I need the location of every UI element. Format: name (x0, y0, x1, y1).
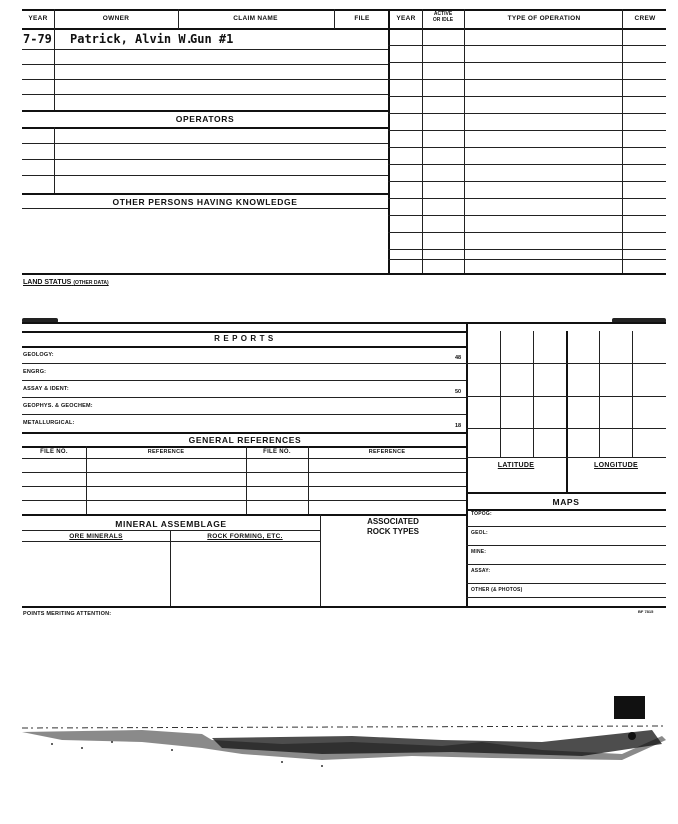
grid-col (599, 331, 600, 457)
owner-col-div (54, 28, 55, 110)
report-metallurgical: METALLURGICAL: (23, 420, 75, 426)
maps-geol: GEOL: (471, 530, 488, 536)
ref-reference-2: REFERENCE (368, 449, 406, 455)
report-row-line (22, 380, 466, 381)
ref-reference-1: REFERENCE (147, 449, 185, 455)
maps-other: OTHER (& PHOTOS) (471, 587, 523, 593)
grid-row (466, 396, 666, 397)
col-year-2: YEAR (396, 15, 416, 22)
form-number: BF 7815 (638, 609, 654, 614)
ops-div-active (464, 28, 465, 274)
reports-title: R E P O R T S (214, 334, 274, 343)
other-persons-rule (22, 208, 388, 209)
top-rule (22, 9, 666, 11)
col-crew: CREW (634, 15, 656, 22)
ref-row-line (22, 472, 466, 473)
ops-row-line (388, 79, 666, 80)
ref-file-no-1: FILE NO. (40, 449, 68, 455)
col-file: FILE (354, 15, 370, 22)
col-claim-name: CLAIM NAME (233, 15, 278, 22)
hdr-div-5 (422, 9, 423, 29)
maps-header-rule (466, 509, 666, 511)
associated-rock-types (320, 517, 466, 537)
ops-row-line (388, 45, 666, 46)
mineral-top-rule (22, 514, 466, 516)
ref-col-div (308, 446, 309, 514)
other-persons-title: OTHER PERSONS HAVING KNOWLEDGE (112, 197, 298, 207)
maps-title: MAPS (552, 497, 580, 507)
col-idle-label: OR IDLE (432, 17, 454, 23)
maps-top-rule (466, 492, 666, 494)
maps-row-line (466, 583, 666, 584)
ops-row-line (388, 249, 666, 250)
hdr-div-1 (54, 9, 55, 29)
report-assay: ASSAY & IDENT: (23, 386, 69, 392)
ops-row-line (388, 113, 666, 114)
mineral-assemblage-title: MINERAL ASSEMBLAGE (115, 519, 227, 529)
mineral-col-div-2 (170, 530, 171, 606)
hdr-div-6 (464, 9, 465, 29)
ops-row-line (388, 259, 666, 260)
maps-row-line (466, 564, 666, 565)
ops-row-line (388, 164, 666, 165)
operator-row-line (22, 143, 388, 144)
mineral-bottom-rule (22, 606, 666, 608)
operator-row-line (22, 159, 388, 160)
ops-row-line (388, 96, 666, 97)
ops-div-year (422, 28, 423, 274)
scan-noise-band (22, 720, 666, 770)
ops-left-border (388, 28, 390, 274)
general-references-title: GENERAL REFERENCES (188, 435, 302, 445)
hdr-div-7 (622, 9, 623, 29)
report-geology-num: 48 (455, 355, 462, 361)
grid-col (632, 331, 633, 457)
report-metallurgical-num: 18 (455, 423, 462, 429)
maps-row-line (466, 526, 666, 527)
owner-row-line (22, 49, 388, 50)
rock-forming-label: ROCK FORMING, ETC. (207, 533, 283, 540)
ops-row-line (388, 130, 666, 131)
report-geology: GEOLOGY: (23, 352, 54, 358)
operators-top-rule (22, 110, 388, 112)
maps-mine: MINE: (471, 549, 487, 555)
grid-row (466, 428, 666, 429)
latitude-label: LATITUDE (497, 462, 535, 469)
entry-year: 7-79 (23, 32, 52, 46)
ref-row-line (22, 458, 466, 459)
grid-col (500, 331, 501, 457)
col-owner: OWNER (102, 15, 130, 22)
mineral-sub-rule (22, 530, 320, 531)
mineral-sub-rule-2 (22, 541, 320, 542)
grid-col (533, 331, 534, 457)
ref-file-no-2: FILE NO. (263, 449, 291, 455)
maps-row-line (466, 545, 666, 546)
ops-row-line (388, 198, 666, 199)
operator-col-div (54, 127, 55, 193)
entry-owner: Patrick, Alvin W. (70, 32, 193, 46)
other-persons-top-rule (22, 193, 388, 195)
mineral-col-div (320, 514, 321, 606)
ref-col-div (86, 446, 87, 514)
land-status-label (23, 279, 109, 286)
grid-row (466, 363, 666, 364)
col-active-idle (423, 11, 463, 23)
grid-row (466, 457, 666, 458)
reports-header-bottom (22, 346, 466, 348)
ore-minerals-label: ORE MINERALS (69, 533, 123, 540)
maps-assay: ASSAY: (471, 568, 491, 574)
longitude-label: LONGITUDE (594, 462, 638, 469)
owner-row-line (22, 64, 388, 65)
ops-row-line (388, 181, 666, 182)
report-engrg: ENGRG: (23, 369, 47, 375)
ref-row-line (22, 486, 466, 487)
report-row-line (22, 363, 466, 364)
ops-row-line (388, 62, 666, 63)
hdr-div-2 (178, 9, 179, 29)
col-type-of-operation: TYPE OF OPERATION (507, 15, 581, 22)
assoc-label-1: ASSOCIATED (367, 517, 419, 526)
reports-top-rule (22, 322, 666, 324)
general-ref-top-rule (22, 432, 466, 434)
entry-claim: Gun #1 (190, 32, 234, 46)
operators-bottom-rule (22, 127, 388, 129)
hdr-div-4 (388, 9, 390, 29)
report-assay-num: 50 (455, 389, 462, 395)
col-active-label: ACTIVE (433, 11, 453, 17)
operators-title: OPERATORS (175, 114, 235, 124)
ops-bottom-rule (22, 273, 666, 275)
ops-row-line (388, 215, 666, 216)
maps-row-line (466, 597, 666, 598)
report-row-line (22, 414, 466, 415)
land-status-title: LAND STATUS (23, 279, 72, 286)
points-meriting-attention: POINTS MERITING ATTENTION: (23, 611, 112, 617)
ref-col-div (246, 446, 247, 514)
ops-row-line (388, 147, 666, 148)
operator-row-line (22, 175, 388, 176)
ref-row-line (22, 500, 466, 501)
maps-topog: TOPOG: (471, 511, 492, 517)
general-ref-header-rule (22, 446, 466, 448)
ops-div-crew (622, 28, 623, 274)
scan-black-square (614, 696, 645, 719)
ops-row-line (388, 232, 666, 233)
assoc-label-2: ROCK TYPES (366, 527, 419, 536)
header-bottom-rule (22, 28, 666, 30)
reports-rule (22, 331, 466, 333)
col-year: YEAR (28, 15, 48, 22)
land-status-sub: (OTHER DATA) (73, 280, 109, 286)
owner-row-line (22, 79, 388, 80)
report-geophys: GEOPHYS. & GEOCHEM: (23, 403, 93, 409)
hdr-div-3 (334, 9, 335, 29)
owner-row-line (22, 94, 388, 95)
report-row-line (22, 397, 466, 398)
